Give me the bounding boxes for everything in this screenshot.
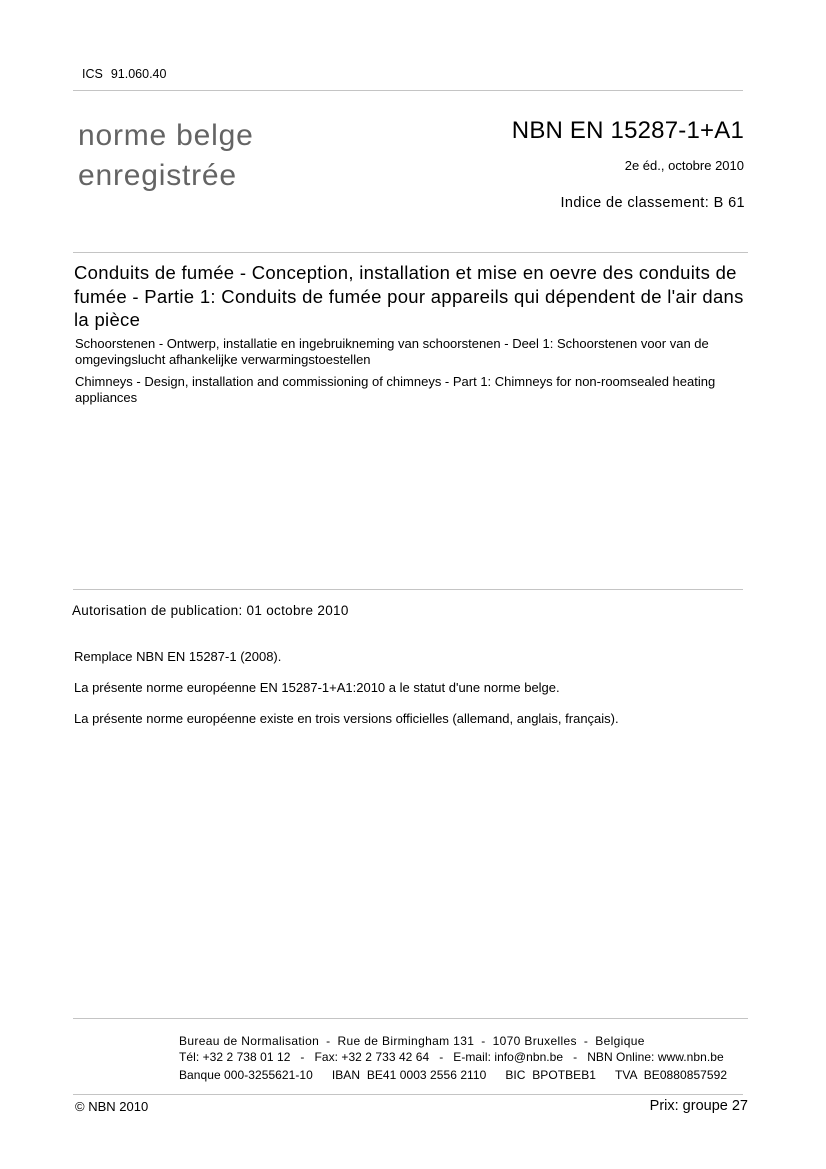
iban: IBAN BE41 0003 2556 2110 <box>331 1068 487 1082</box>
divider-bottom <box>73 1094 743 1095</box>
bank-account: Banque 000-3255621-10 <box>179 1068 313 1082</box>
street: Rue de Birmingham 131 <box>337 1034 475 1048</box>
price-group: Prix: groupe 27 <box>649 1098 748 1114</box>
website-link[interactable]: NBN Online: www.nbn.be <box>587 1050 724 1064</box>
fax: Fax: +32 2 733 42 64 <box>314 1050 430 1064</box>
ics-code: 91.060.40 <box>110 67 167 81</box>
note-status: La présente norme européenne EN 15287-1+A1:2010 a le statut d'une norme belge. <box>74 680 560 695</box>
publication-authorisation: Autorisation de publication: 01 octobre 2010 <box>72 603 349 618</box>
ics-classification <box>82 67 166 81</box>
divider-publication <box>73 589 743 590</box>
divider-title <box>73 252 748 253</box>
footer-address: Bureau de Normalisation - Rue de Birmingham 131 - 1070 Bruxelles - Belgique <box>179 1034 645 1048</box>
title-dutch: Schoorstenen - Ontwerp, installatie en ingebruikneming van schoorstenen - Deel 1: Schoorstenen voor van de omgevingslucht afhankelijke verwarmingstoestellen <box>75 336 709 367</box>
email-link[interactable]: E-mail: info@nbn.be <box>453 1050 564 1064</box>
org-name: Bureau de Normalisation <box>179 1034 320 1048</box>
title-french: Conduits de fumée - Conception, installation et mise en oevre des conduits de fumée - Partie 1: Conduits de fumée pour appareils qui dépendent de l'air dans la pièce <box>74 262 744 330</box>
footer-bank <box>179 1068 727 1082</box>
divider-top <box>73 90 743 91</box>
copyright: © NBN 2010 <box>75 1099 149 1114</box>
footer-contact: Tél: +32 2 738 01 12 - Fax: +32 2 733 42 64 - E-mail: info@nbn.be - NBN Online: www.nbn.be <box>179 1050 724 1064</box>
edition-date: 2e éd., octobre 2010 <box>624 158 744 173</box>
standard-number: NBN EN 15287-1+A1 <box>511 117 744 144</box>
bic: BIC BPOTBEB1 <box>505 1068 597 1082</box>
title-english: Chimneys - Design, installation and commissioning of chimneys - Part 1: Chimneys for non-roomsealed heating appliances <box>75 374 716 405</box>
tva: TVA BE0880857592 <box>615 1068 728 1082</box>
note-replaces: Remplace NBN EN 15287-1 (2008). <box>74 649 282 664</box>
classification-index: Indice de classement: B 61 <box>560 195 745 211</box>
norme-type-heading: norme belge enregistrée <box>78 119 254 192</box>
country: Belgique <box>595 1034 645 1048</box>
city: 1070 Bruxelles <box>492 1034 577 1048</box>
telephone: Tél: +32 2 738 01 12 <box>179 1050 291 1064</box>
divider-footer <box>73 1018 748 1019</box>
note-versions: La présente norme européenne existe en trois versions officielles (allemand, anglais, français). <box>74 711 619 726</box>
ics-label: ICS <box>82 67 103 81</box>
